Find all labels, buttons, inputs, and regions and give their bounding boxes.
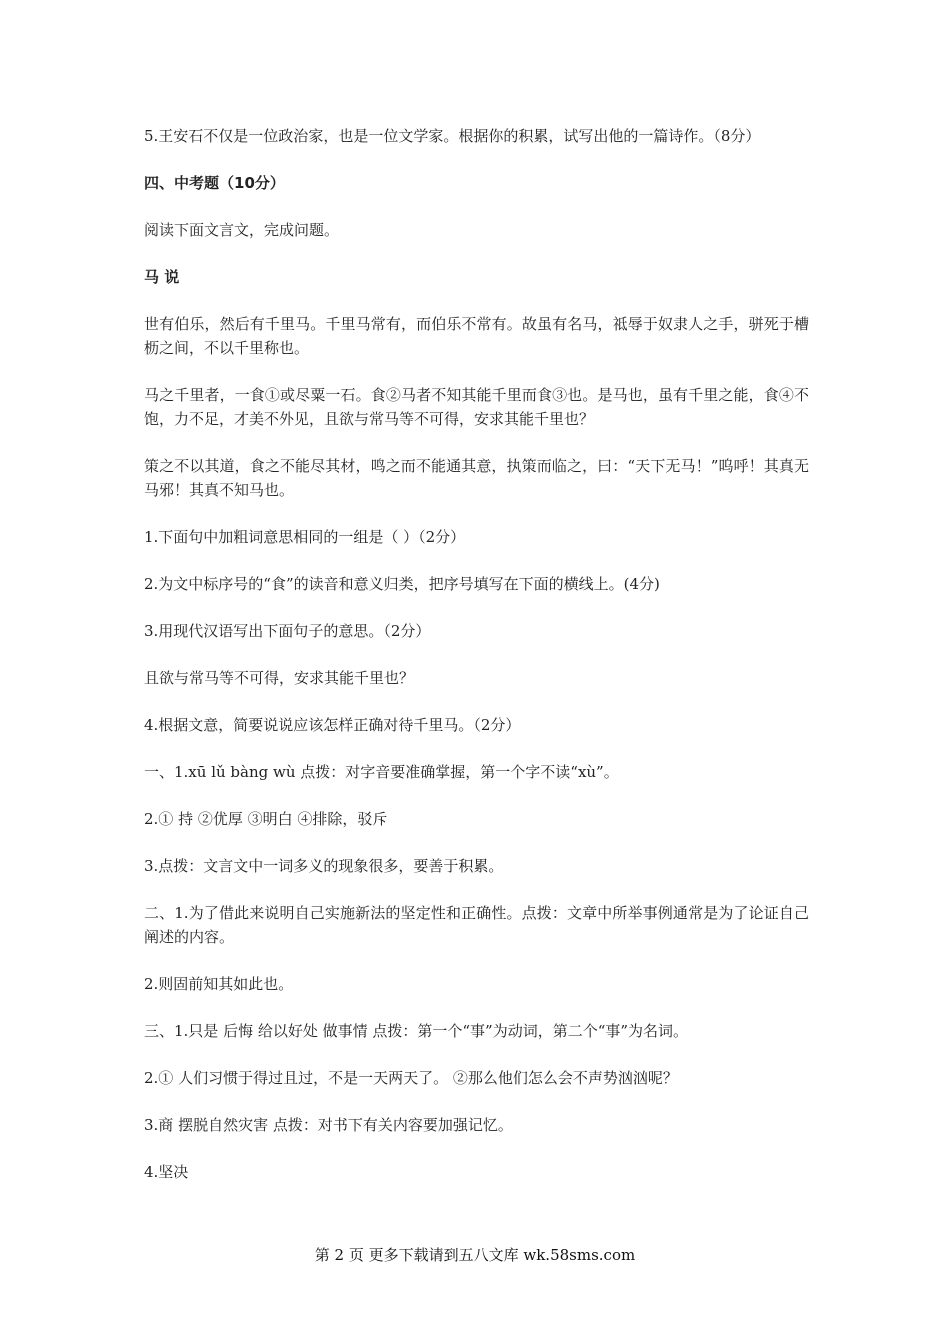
- section-heading: 马 说: [144, 268, 180, 286]
- section-heading: 四、中考题（10分）: [144, 174, 285, 192]
- paragraph: 世有伯乐，然后有千里马。千里马常有，而伯乐不常有。故虽有名马，祗辱于奴隶人之手，骈死于槽枥之间，不以千里称也。: [144, 315, 809, 357]
- page-footer: 第 2 页 更多下载请到五八文库 wk.58sms.com: [314, 1246, 636, 1264]
- paragraph: 3.商 摆脱自然灾害 点拨：对书下有关内容要加强记忆。: [144, 1116, 513, 1134]
- paragraph: 4.坚决: [144, 1163, 189, 1181]
- paragraph: 一、1.xū lǔ bàng wù 点拨：对字音要准确掌握，第一个字不读“xù”。: [144, 763, 619, 781]
- paragraph: 三、1.只是 后悔 给以好处 做事情 点拨：第一个“事”为动词，第二个“事”为名词。: [144, 1022, 689, 1040]
- paragraph: 3.点拨：文言文中一词多义的现象很多，要善于积累。: [144, 857, 504, 875]
- paragraph: 3.用现代汉语写出下面句子的意思。（2分）: [144, 622, 431, 640]
- paragraph: 2.则固前知其如此也。: [144, 975, 294, 993]
- paragraph: 2.① 持 ②优厚 ③明白 ④排除，驳斥: [144, 810, 388, 828]
- paragraph: 阅读下面文言文，完成问题。: [144, 221, 340, 239]
- document-body: [144, 124, 809, 1207]
- paragraph: 5.王安石不仅是一位政治家，也是一位文学家。根据你的积累，试写出他的一篇诗作。（8分）: [144, 127, 761, 145]
- paragraph: 2.① 人们习惯于得过且过，不是一天两天了。 ②那么他们怎么会不声势汹汹呢？: [144, 1069, 678, 1087]
- paragraph: 二、1.为了借此来说明自己实施新法的坚定性和正确性。点拨：文章中所举事例通常是为了论证自己阐述的内容。: [144, 904, 809, 946]
- paragraph: 且欲与常马等不可得，安求其能千里也？: [144, 669, 415, 687]
- paragraph: 2.为文中标序号的“食”的读音和意义归类，把序号填写在下面的横线上。(4分): [144, 575, 660, 593]
- paragraph: 策之不以其道，食之不能尽其材，鸣之而不能通其意，执策而临之，曰：“天下无马！”呜呼！其真无马邪！其真不知马也。: [144, 457, 809, 499]
- paragraph: 1.下面句中加粗词意思相同的一组是（ ）（2分）: [144, 528, 466, 546]
- paragraph: 马之千里者，一食①或尽粟一石。食②马者不知其能千里而食③也。是马也，虽有千里之能，食④不饱，力不足，才美不外见，且欲与常马等不可得，安求其能千里也？: [144, 386, 809, 428]
- paragraph: 4.根据文意，简要说说应该怎样正确对待千里马。（2分）: [144, 716, 521, 734]
